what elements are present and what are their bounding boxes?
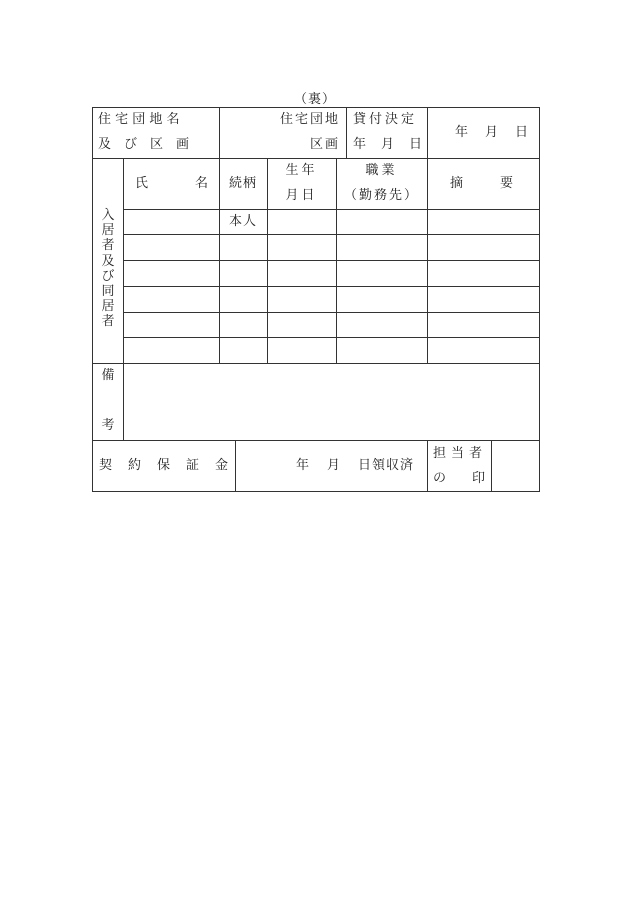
- border-left: [92, 107, 93, 492]
- date-day: 日: [514, 125, 528, 140]
- col-header-birth-line1: 生年: [285, 163, 318, 178]
- divider-row-4: [123, 312, 540, 313]
- col-header-name: 氏 名: [135, 176, 208, 191]
- border-right: [539, 107, 540, 492]
- date-year: 年: [455, 125, 469, 140]
- deposit-date-month: 月: [327, 458, 341, 473]
- notes-label-bottom: 考: [101, 418, 115, 433]
- divider-row-1: [123, 234, 540, 235]
- deposit-date-received: 日領収済: [358, 458, 415, 473]
- residents-side-label: 入居者及び同居者: [101, 208, 115, 330]
- district-label-line1: 住宅団地: [279, 112, 340, 127]
- notes-label-top: 備: [101, 368, 115, 383]
- divider-v-header-3: [427, 107, 428, 159]
- district-name-label-line1: 住 宅 団 地 名: [98, 112, 180, 127]
- seal-label-line2: の 印: [433, 471, 485, 486]
- divider-v-occupation: [427, 158, 428, 364]
- divider-header: [92, 158, 540, 159]
- divider-row-3: [123, 286, 540, 287]
- page-title: （裏）: [293, 92, 336, 107]
- divider-residents-bottom: [92, 363, 540, 364]
- table-row-relation: 本人: [228, 214, 257, 229]
- seal-label-line1: 担当者: [433, 446, 488, 461]
- divider-row-5: [123, 337, 540, 338]
- loan-decision-label-line1: 貸付決定: [353, 112, 418, 127]
- seal-box[interactable]: [492, 441, 539, 491]
- col-header-relation: 続柄: [228, 176, 257, 191]
- border-top: [92, 107, 540, 108]
- divider-notes-bottom: [92, 440, 540, 441]
- deposit-date-year: 年: [296, 458, 310, 473]
- divider-col-header: [123, 209, 540, 210]
- col-header-occupation-line1: 職業: [365, 163, 398, 178]
- date-month: 月: [484, 125, 498, 140]
- col-header-remarks: 摘 要: [450, 176, 513, 191]
- col-header-birth-line2: 月日: [285, 188, 318, 203]
- divider-v-side: [123, 158, 124, 441]
- divider-row-2: [123, 260, 540, 261]
- district-name-label-line2: 及 び 区 画: [98, 137, 190, 152]
- col-header-occupation-line2: （勤務先）: [343, 188, 419, 203]
- divider-v-header-2: [346, 107, 347, 159]
- divider-v-deposit-label: [235, 440, 236, 492]
- district-label-line2: 区画: [309, 137, 340, 152]
- decision-date: [455, 125, 528, 141]
- border-bottom: [92, 491, 540, 492]
- divider-v-header-1: [219, 107, 220, 159]
- deposit-label: 契 約 保 証 金: [99, 458, 228, 473]
- loan-decision-label-line2: 年 月 日: [353, 137, 424, 152]
- divider-v-seal-label: [427, 440, 428, 492]
